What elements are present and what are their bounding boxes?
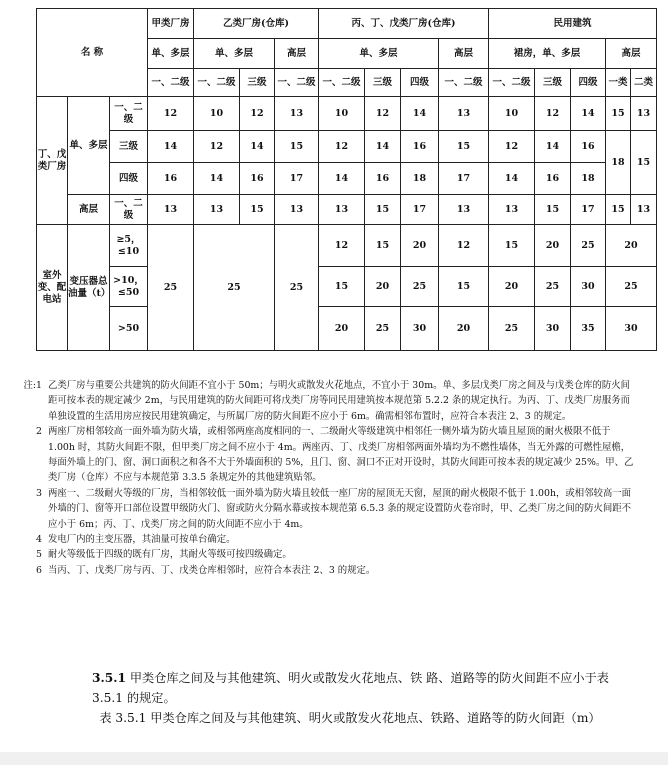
- note-item: [8, 424, 638, 486]
- header-min-gao: 高层: [606, 39, 657, 69]
- table-cell: 20: [319, 307, 365, 351]
- table-cell: 25: [365, 307, 401, 351]
- table-cell: 15: [240, 195, 275, 225]
- table-cell: 13: [148, 195, 194, 225]
- table-cell: 25: [401, 267, 439, 307]
- table-cell: 13: [631, 195, 657, 225]
- table-cell: 15: [535, 195, 571, 225]
- table-cell: 20: [365, 267, 401, 307]
- table-cell: 14: [571, 97, 606, 131]
- table-cell: 25: [275, 225, 319, 351]
- row-group-substation: 室外变、配电站: [37, 225, 68, 351]
- table-cell: 16: [365, 163, 401, 195]
- note-number: 2: [36, 426, 42, 438]
- level-cell: 一、二级: [194, 69, 240, 97]
- table-cell: 17: [439, 163, 489, 195]
- table-cell: 13: [275, 97, 319, 131]
- table-cell: 17: [571, 195, 606, 225]
- table-cell: 14: [240, 131, 275, 163]
- level-cell: 一、二级: [439, 69, 489, 97]
- level-cell: 三级: [365, 69, 401, 97]
- level-cell: 四级: [401, 69, 439, 97]
- note-item: [8, 486, 638, 532]
- level-cell: 二类: [631, 69, 657, 97]
- table-cell: 15: [365, 195, 401, 225]
- table-cell: 13: [275, 195, 319, 225]
- table-cell: 15: [275, 131, 319, 163]
- table-cell: 12: [489, 131, 535, 163]
- header-min: 民用建筑: [489, 9, 657, 39]
- table-cell: 14: [365, 131, 401, 163]
- row-level: 一、二级: [110, 195, 148, 225]
- table-cell: 20: [401, 225, 439, 267]
- note-text: 发电厂内的主变压器，其油量可按单台确定。: [48, 534, 236, 546]
- header-jia: 甲类厂房: [148, 9, 194, 39]
- level-cell: 三级: [535, 69, 571, 97]
- header-yi: 乙类厂房(仓库): [194, 9, 319, 39]
- table-cell: 10: [319, 97, 365, 131]
- header-min-qun: 裙房，单、多层: [489, 39, 606, 69]
- table-cell: 17: [275, 163, 319, 195]
- header-yi-dan: 单、多层: [194, 39, 275, 69]
- table-cell: 13: [439, 97, 489, 131]
- row-gao: 高层: [68, 195, 110, 225]
- level-cell: 三级: [240, 69, 275, 97]
- table-cell: 13: [631, 97, 657, 131]
- table-cell: 30: [606, 307, 657, 351]
- table-cell: 12: [439, 225, 489, 267]
- level-cell: 一、二级: [275, 69, 319, 97]
- row-range: >10，≤50: [110, 267, 148, 307]
- table-cell: 13: [489, 195, 535, 225]
- table-cell: 14: [489, 163, 535, 195]
- table-cell: 14: [319, 163, 365, 195]
- table-cell: 16: [148, 163, 194, 195]
- table-cell: 12: [240, 97, 275, 131]
- table-cell: 18: [571, 163, 606, 195]
- level-cell: 一、二级: [489, 69, 535, 97]
- note-item: [8, 547, 638, 562]
- table-cell: 25: [606, 267, 657, 307]
- table-cell: 20: [535, 225, 571, 267]
- row-level: 一、二级: [110, 97, 148, 131]
- bottom-bar: [0, 752, 668, 765]
- row-level: 四级: [110, 163, 148, 195]
- header-bing-dan: 单、多层: [319, 39, 439, 69]
- table-cell: 25: [194, 225, 275, 351]
- table-cell: 13: [194, 195, 240, 225]
- table-cell: 30: [535, 307, 571, 351]
- note-item: [8, 563, 638, 578]
- table-caption: 表 3.5.1 甲类仓库之间及与其他建筑、明火或散发火花地点、铁路、道路等的防火间距（m）: [99, 711, 601, 725]
- note-number: 注:1: [23, 380, 42, 391]
- table-cell: 18: [401, 163, 439, 195]
- table-cell: 17: [401, 195, 439, 225]
- table-cell: 15: [319, 267, 365, 307]
- note-text: 当丙、丁、戊类厂房与丙、丁、戊类仓库相邻时，应符合本表注 2、3 的规定。: [48, 564, 376, 576]
- table-cell: 12: [194, 131, 240, 163]
- table-cell: 15: [365, 225, 401, 267]
- table-cell: 13: [439, 195, 489, 225]
- table-cell: 16: [535, 163, 571, 195]
- header-name: 名 称: [37, 9, 148, 97]
- table-cell: 15: [439, 267, 489, 307]
- table-cell: 12: [535, 97, 571, 131]
- note-item: [8, 532, 638, 547]
- table-cell: 30: [571, 267, 606, 307]
- table-cell: 10: [194, 97, 240, 131]
- table-cell: 14: [401, 97, 439, 131]
- note-text: 两座厂房相邻较高一面外墙为防火墙，或相邻两座高度相同的一、二级耐火等级建筑中相邻任一侧外墙为防火墙且屋顶的耐火极限不低于 1.00h 时，其防火间距不限，但甲类厂房之间不应小于 4m。两座丙、丁、戊类厂房相邻两面外墙均为不燃性墙体，当无外露的可燃性屋檐，每面外墙上的门、窗、洞口面积之和各不大于外墙面积的 5%，且门、窗、洞口不正对开设时，其防火间距可按本表的规定减少 25%。甲、乙类厂房（仓库）不应与本规范第 3.3.5 条规定外的其他建筑贴邻。: [48, 426, 634, 484]
- note-text: 耐火等级低于四级的既有厂房，其耐火等级可按四级确定。: [48, 549, 292, 561]
- header-yi-gao: 高层: [275, 39, 319, 69]
- table-cell: 15: [631, 131, 657, 195]
- level-cell: 一、二级: [148, 69, 194, 97]
- table-cell: 30: [401, 307, 439, 351]
- table-cell: 12: [319, 225, 365, 267]
- note-text: 乙类厂房与重要公共建筑的防火间距不宜小于 50m；与明火或散发火花地点，不宜小于 30m。单、多层戊类厂房之间及与戊类仓库的防火间距可按本表的规定减少 2m，与民用建筑的防火间距可将戊类厂房等同民用建筑按本规范第 5.2.2 条的规定执行。为丙、丁、戊类厂房服务而单独设置的生活用房应按民用建筑确定，与所属厂房的防火间距不应小于 6m。确需相邻布置时，应符合本表注 2、3 的规定。: [48, 380, 631, 422]
- row-group-ding-wu: 丁、戊类厂房: [37, 97, 68, 225]
- note-item: [8, 378, 638, 424]
- table-cell: 35: [571, 307, 606, 351]
- clause-number: 3.5.1: [92, 671, 126, 685]
- header-bing-gao: 高层: [439, 39, 489, 69]
- table-cell: 20: [489, 267, 535, 307]
- table-cell: 16: [240, 163, 275, 195]
- table-cell: 25: [489, 307, 535, 351]
- table-cell: 12: [319, 131, 365, 163]
- note-number: 3: [36, 487, 42, 499]
- table-cell: 15: [606, 195, 631, 225]
- clause-3-5-1: [92, 668, 612, 708]
- note-number: 5: [36, 549, 42, 561]
- row-transformer: 变压器总油量（t）: [68, 225, 110, 351]
- row-range: ≥5，≤10: [110, 225, 148, 267]
- header-bing: 丙、丁、戊类厂房(仓库): [319, 9, 489, 39]
- fire-distance-table: [36, 8, 657, 351]
- level-cell: 一、二级: [319, 69, 365, 97]
- table-cell: 16: [571, 131, 606, 163]
- table-cell: 14: [148, 131, 194, 163]
- clause-text: 甲类仓库之间及与其他建筑、明火或散发火花地点、铁 路、道路等的防火间距不应小于表 3.5.1 的规定。: [92, 671, 609, 705]
- table-cell: 15: [439, 131, 489, 163]
- table-cell: 12: [148, 97, 194, 131]
- level-cell: 一类: [606, 69, 631, 97]
- table-cell: 25: [535, 267, 571, 307]
- note-number: 4: [36, 534, 42, 546]
- table-cell: 13: [319, 195, 365, 225]
- table-cell: 14: [535, 131, 571, 163]
- row-range: >50: [110, 307, 148, 351]
- note-text: 两座一、二级耐火等级的厂房，当相邻较低一面外墙为防火墙且较低一座厂房的屋顶无天窗，屋顶的耐火极限不低于 1.00h，或相邻较高一面外墙的门、窗等开口部位设置甲级防火门、窗或防火分隔水幕或按本规范第 6.5.3 条的规定设置防火卷帘时，甲、乙类厂房之间的防火间距不应小于 6m；丙、丁、戊类厂房之间的防火间距不应小于 4m。: [48, 487, 632, 530]
- table-cell: 25: [571, 225, 606, 267]
- row-level: 三级: [110, 131, 148, 163]
- note-number: 6: [36, 564, 42, 576]
- table-cell: 15: [489, 225, 535, 267]
- table-cell: 25: [148, 225, 194, 351]
- table-cell: 20: [439, 307, 489, 351]
- table-cell: 10: [489, 97, 535, 131]
- table-cell: 20: [606, 225, 657, 267]
- table-cell: 18: [606, 131, 631, 195]
- row-dan-duo: 单、多层: [68, 97, 110, 195]
- header-jia-dan: 单、多层: [148, 39, 194, 69]
- table-cell: 12: [365, 97, 401, 131]
- note-prefix: 注:: [23, 380, 37, 391]
- table-cell: 15: [606, 97, 631, 131]
- table-notes: [8, 378, 638, 578]
- table-cell: 16: [401, 131, 439, 163]
- level-cell: 四级: [571, 69, 606, 97]
- table-cell: 14: [194, 163, 240, 195]
